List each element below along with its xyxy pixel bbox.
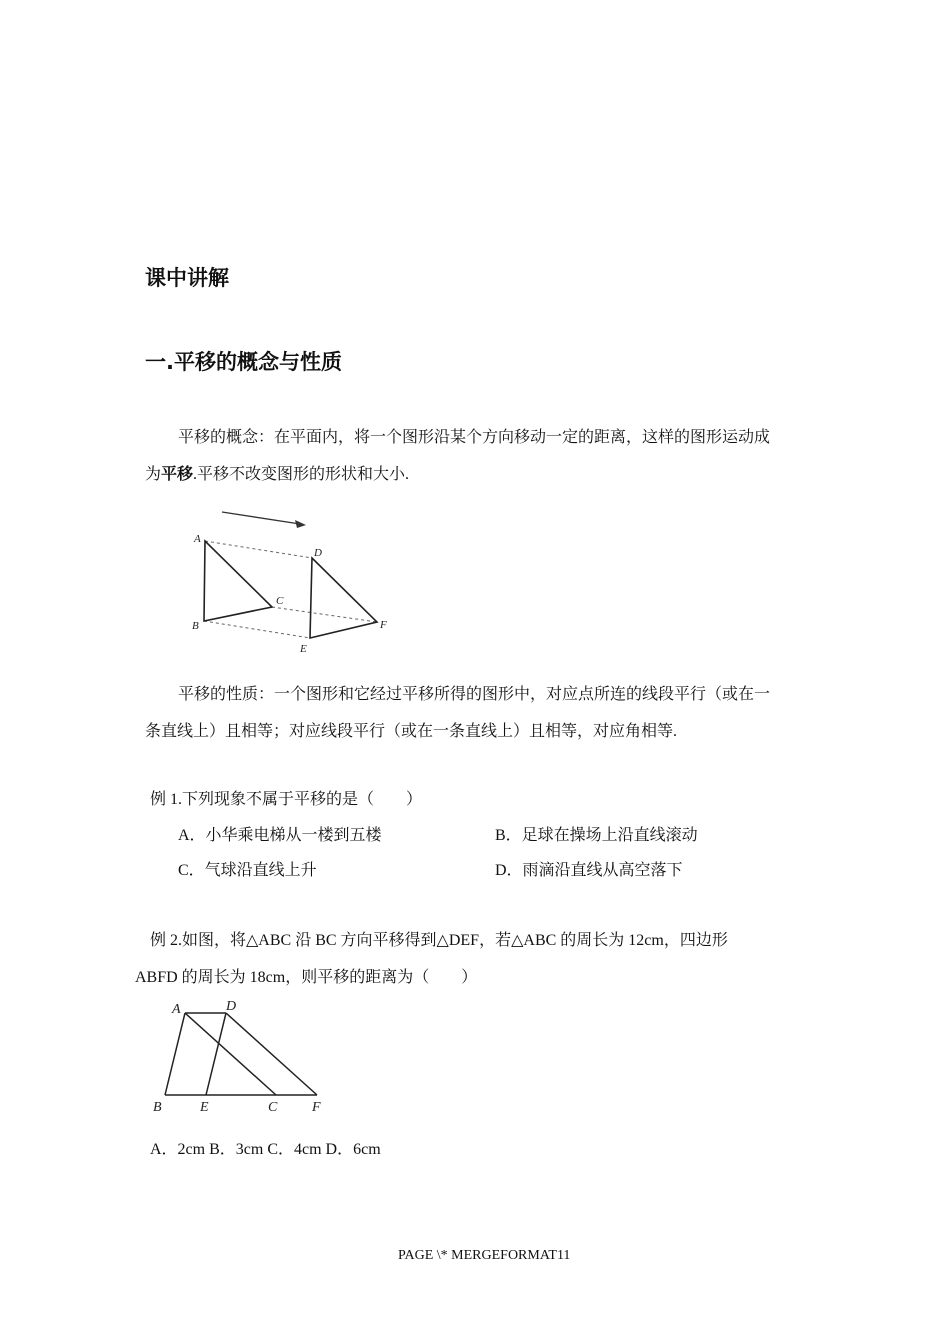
concept-line-2 [145, 461, 409, 484]
subsection-title: 一.平移的概念与性质 [145, 350, 342, 374]
property-line-2: 条直线上）且相等；对应线段平行（或在一条直线上）且相等，对应角相等. [145, 723, 678, 740]
svg-text:B: B [153, 1100, 162, 1115]
concept-line-1: 平移的概念：在平面内，将一个图形沿某个方向移动一定的距离，这样的图形运动成 [178, 429, 771, 446]
trapezoid-figure [140, 995, 340, 1120]
svg-text:B: B [192, 620, 199, 632]
svg-text:F: F [380, 619, 387, 631]
example2-options: A．2cm B．3cm C．4cm D．6cm [150, 1141, 381, 1158]
page-footer: PAGE \* MERGEFORMAT11 [398, 1248, 571, 1263]
translation-figure [180, 500, 410, 660]
concept-term: 平移 [161, 464, 194, 483]
property-line-1: 平移的性质：一个图形和它经过平移所得的图形中，对应点所连的线段平行（或在一 [178, 686, 771, 703]
concept-suffix: .平移不改变图形的形状和大小. [193, 466, 410, 483]
svg-text:D: D [226, 999, 237, 1014]
example2-line-1: 例 2.如图，将△ABC 沿 BC 方向平移得到△DEF，若△ABC 的周长为 12cm，四边形 [150, 932, 728, 949]
example1-option-d: D．雨滴沿直线从高空落下 [495, 862, 683, 879]
example1-option-c: C．气球沿直线上升 [178, 862, 317, 879]
svg-text:C: C [276, 595, 284, 607]
svg-text:D: D [314, 547, 322, 559]
direction-arrow-icon [222, 512, 300, 524]
section-title: 课中讲解 [145, 266, 229, 290]
svg-text:C: C [268, 1100, 278, 1115]
svg-text:F: F [312, 1100, 321, 1115]
svg-text:E: E [200, 1100, 209, 1115]
example1-option-a: A．小华乘电梯从一楼到五楼 [178, 827, 382, 844]
concept-prefix: 为 [145, 466, 162, 483]
svg-text:A: A [194, 533, 201, 545]
example1-option-b: B．足球在操场上沿直线滚动 [495, 827, 698, 844]
example1-question: 例 1.下列现象不属于平移的是（ ） [150, 791, 423, 808]
example2-line-2: ABFD 的周长为 18cm，则平移的距离为（ ） [135, 969, 478, 986]
svg-text:E: E [300, 643, 307, 655]
svg-text:A: A [172, 1002, 181, 1017]
